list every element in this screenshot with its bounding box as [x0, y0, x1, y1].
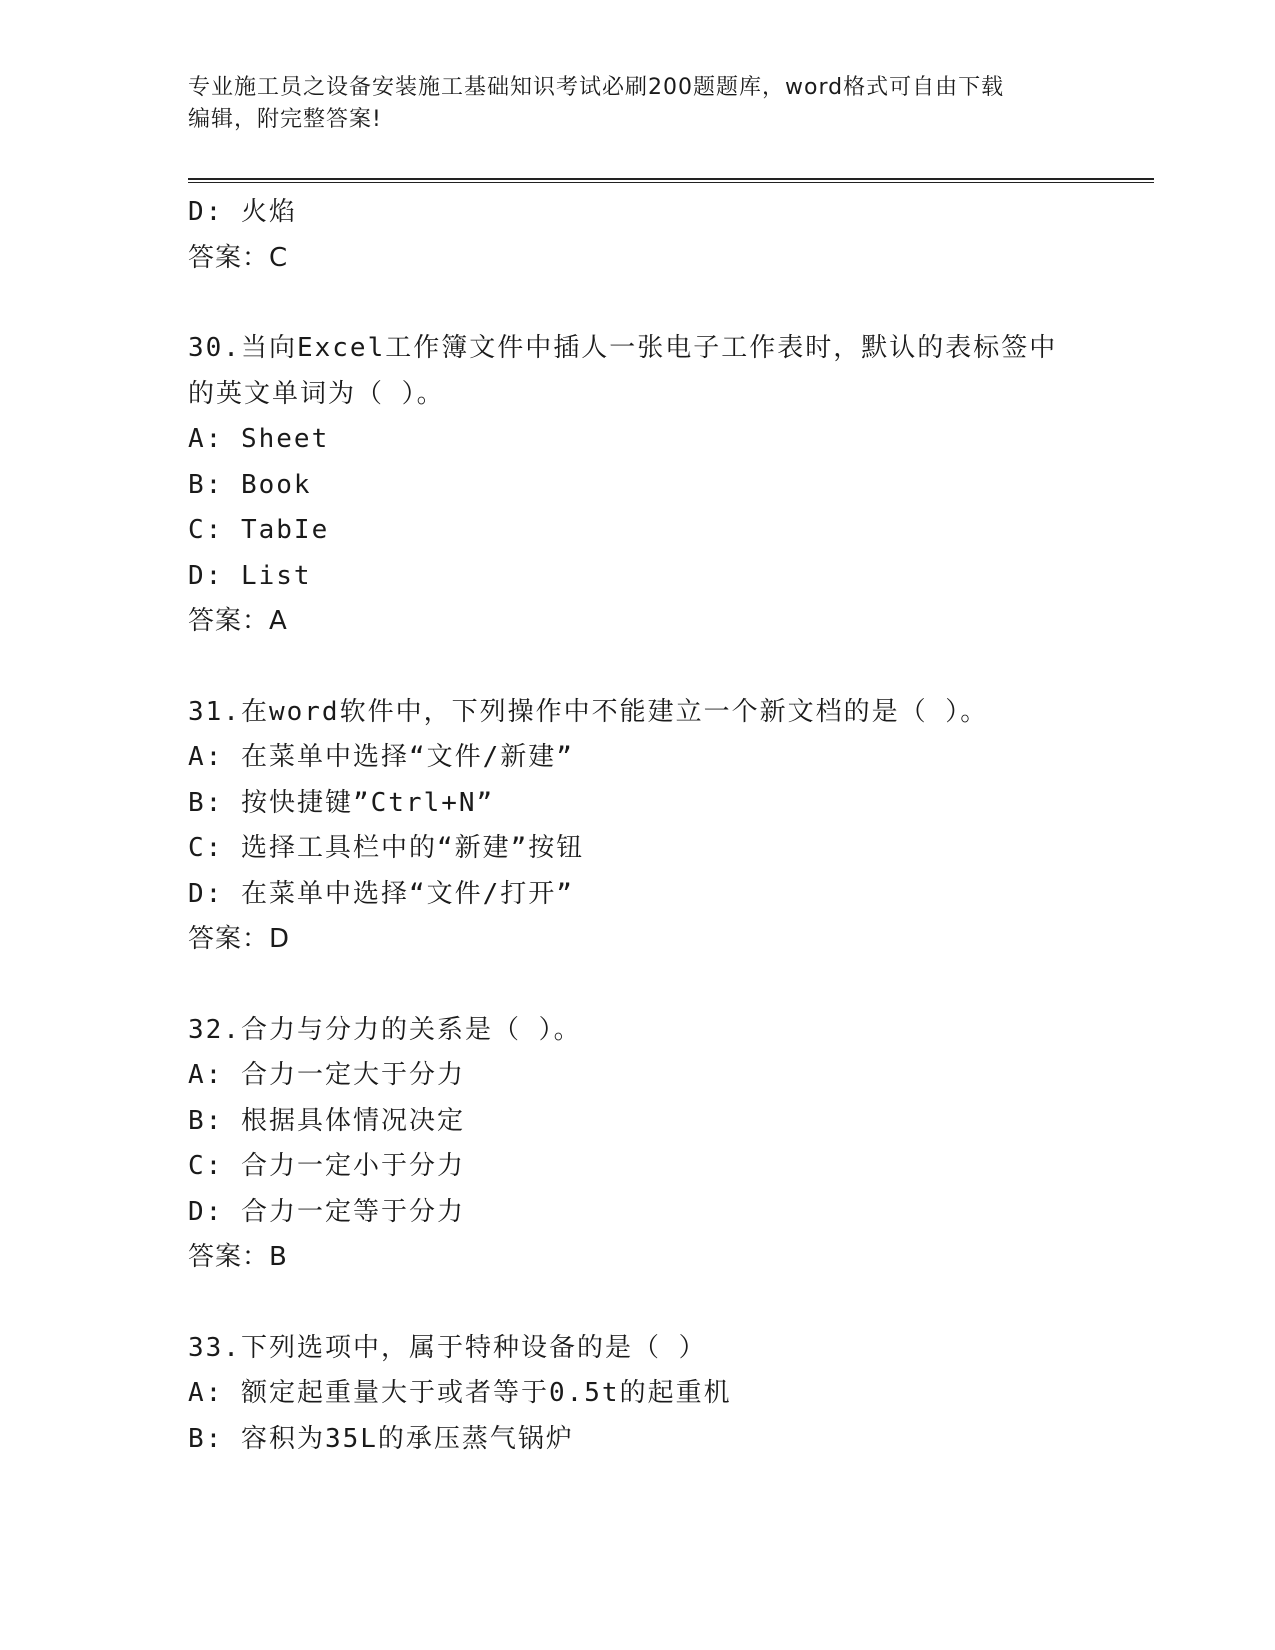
question-stem: 30.当向Excel工作簿文件中插人一张电子工作表时，默认的表标签中: [188, 333, 1058, 363]
option-c: C: 合力一定小于分力: [188, 1151, 465, 1181]
question-31: [188, 690, 1088, 963]
question-stem-continued: 的英文单词为（ ）。: [188, 378, 445, 409]
option-d: D: 合力一定等于分力: [188, 1196, 465, 1227]
option-d: D: 在菜单中选择“文件/打开”: [188, 878, 574, 909]
question-29-tail: [188, 190, 1088, 281]
option-b: B: 容积为35L的承压蒸气锅炉: [188, 1423, 574, 1454]
question-30: [188, 326, 1088, 645]
spacer: [188, 963, 1088, 1008]
question-stem: 33.下列选项中，属于特种设备的是（ ）: [188, 1332, 707, 1363]
answer-label: 答案：A: [188, 606, 288, 636]
option-a: A: 合力一定大于分力: [188, 1060, 465, 1090]
question-stem: 32.合力与分力的关系是（ ）。: [188, 1014, 582, 1045]
header-title-line-2: 编辑，附完整答案!: [188, 107, 382, 132]
question-stem: 31.在word软件中，下列操作中不能建立一个新文档的是（ ）。: [188, 696, 989, 727]
option-c: C: TabIe: [188, 515, 330, 545]
question-32: [188, 1008, 1088, 1281]
option-d: D: 火焰: [188, 197, 297, 227]
question-list: [188, 190, 1088, 1462]
spacer: [188, 281, 1088, 326]
document-header: [188, 72, 1088, 136]
option-b: B: 根据具体情况决定: [188, 1105, 465, 1136]
spacer: [188, 1281, 1088, 1326]
answer-label: 答案：C: [188, 242, 289, 273]
header-title-line-1: 专业施工员之设备安装施工基础知识考试必刷200题题库，word格式可自由下载: [188, 75, 1005, 100]
option-c: C: 选择工具栏中的“新建”按钮: [188, 833, 585, 863]
option-a: A: 额定起重量大于或者等于0.5t的起重机: [188, 1378, 732, 1408]
answer-label: 答案：B: [188, 1242, 288, 1272]
option-a: A: 在菜单中选择“文件/新建”: [188, 742, 574, 772]
header-divider-thick: [188, 178, 1154, 180]
option-d: D: List: [188, 560, 312, 591]
header-divider-thin: [188, 182, 1154, 183]
question-33: [188, 1326, 1088, 1463]
option-b: B: Book: [188, 469, 312, 500]
spacer: [188, 645, 1088, 690]
answer-label: 答案：D: [188, 924, 291, 954]
option-a: A: Sheet: [188, 424, 330, 454]
option-b: B: 按快捷键”Ctrl+N”: [188, 787, 495, 818]
